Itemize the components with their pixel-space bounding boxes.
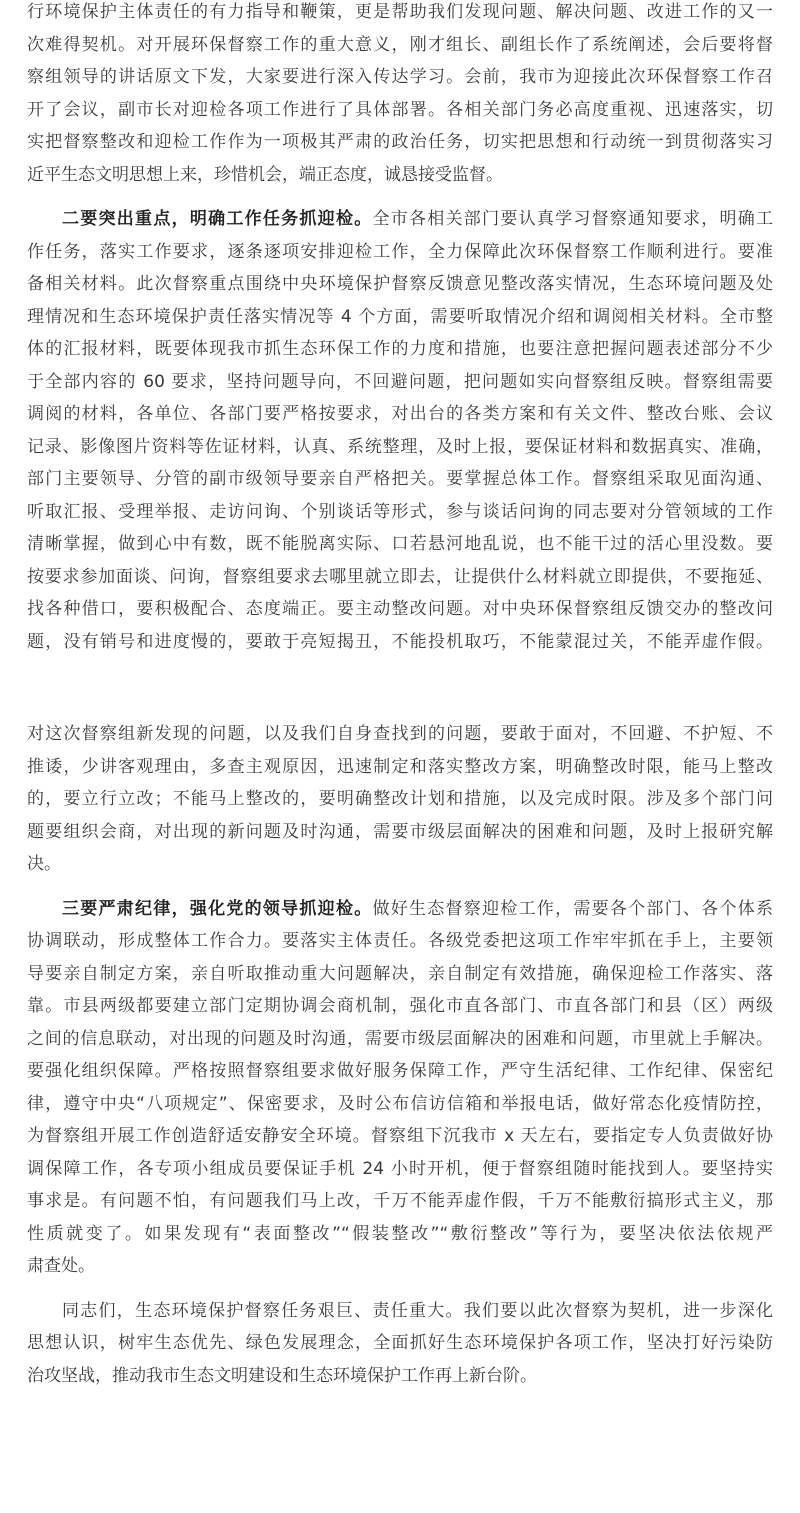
text-line: 体的汇报材料，既要体现我市抓生态环保工作的力度和措施，也要注意把握问题表述部分不少 — [27, 339, 773, 359]
text-line: 协调联动，形成整体工作合力。要落实主体责任。各级党委把这项工作牢牢抓在手上，主要领 — [27, 931, 773, 951]
text-line: 推诿，少讲客观理由，多查主观原因，迅速制定和落实整改方案，明确整改时限，能马上整改 — [27, 756, 773, 777]
text-line — [27, 203, 773, 236]
text-line: 备相关材料。此次督察重点围绕中央环境保护督察反馈意见整改落实情况，生态环境问题及处 — [27, 274, 773, 294]
text-line: 治攻坚战，推动我市生态文明建设和生态环境保护工作再上新台阶。 — [27, 1365, 537, 1386]
text-line: 听取汇报、受理举报、走访问询、个别谈话等形式，参与谈话问询的同志要对分管领域的工作 — [27, 501, 773, 522]
text-line — [27, 893, 773, 926]
text-line: 决。 — [27, 854, 61, 874]
text-line: 题，没有销号和进度慢的，要敢于亮短揭丑，不能投机取巧，不能蒙混过关，不能弄虚作假。 — [27, 631, 773, 652]
text-line: 思想认识，树牢生态优先、绿色发展理念，全面抓好生态环境保护各项工作，坚决打好污染防 — [27, 1333, 773, 1353]
text-line: 事求是。有问题不怕，有问题我们马上改，千万不能弄虚作假，千万不能敷衍搞形式主义，那 — [27, 1191, 773, 1211]
text-line: 清晰掌握，做到心中有数，既不能脱离实际、口若悬河地乱说，也不能干过的活心里没数。要 — [27, 534, 773, 554]
text-line: 之间的信息联动，对出现的问题及时沟通，需要市级层面解决的困难和问题，市里就上手解决。 — [27, 1028, 773, 1049]
text-line: 调保障工作，各专项小组成员要保证手机 24 小时开机，便于督察组随时能找到人。要坚持实 — [27, 1158, 773, 1179]
text-line: 次难得契机。对开展环保督察工作的重大意义，刚才组长、副组长作了系统阐述，会后要将督 — [27, 34, 773, 55]
text-line: 题要组织会商，对出现的新问题及时沟通，需要市级层面解决的困难和问题，及时上报研究解 — [27, 821, 773, 842]
text-line: 调阅的材料，各单位、各部门要严格按要求，对出台的各类方案和有关文件、整改台账、会议 — [27, 404, 773, 424]
text-line: 实把督察整改和迎检工作作为一项极其严肃的政治任务，切实把思想和行动统一到贯彻落实习 — [27, 132, 773, 152]
text-line: 找各种借口，要积极配合、态度端正。要主动整改问题。对中央环保督察组反馈交办的整改问 — [27, 599, 773, 619]
text-line: 开了会议，副市长对迎检各项工作进行了具体部署。各相关部门务必高度重视、迅速落实，切 — [27, 99, 773, 120]
paragraph-4 — [27, 893, 773, 1283]
text-line: 作任务，落实工作要求，逐条逐项安排迎检工作，全力保障此次环保督察工作顺利进行。要准 — [27, 241, 773, 262]
section-heading: 三要严肃纪律，强化党的领导抓迎检。 — [62, 898, 373, 919]
text-line: 的，要立行立改；不能马上整改的，要明确整改计划和措施，以及完成时限。涉及多个部门问 — [27, 789, 773, 809]
text-line: 对这次督察组新发现的问题，以及我们自身查找到的问题，要敢于面对，不回避、不护短、不 — [27, 724, 773, 744]
text-line: 察组领导的讲话原文下发，大家要进行深入传达学习。会前，我市为迎接此次环保督察工作召 — [27, 67, 773, 87]
text-line: 于全部内容的 60 要求，坚持问题导向，不回避问题，把问题如实向督察组反映。督察组需要 — [27, 371, 773, 392]
text-span: 全市各相关部门要认真学习督察通知要求，明确工 — [372, 209, 774, 229]
text-span: 做好生态督察迎检工作，需要各个部门、各个体系 — [372, 898, 774, 919]
text-line: 记录、影像图片资料等佐证材料，认真、系统整理，及时上报，要保证材料和数据真实、准确， — [27, 436, 773, 457]
section-heading: 二要突出重点，明确工作任务抓迎检。 — [62, 209, 373, 229]
paragraph-1 — [27, 0, 773, 191]
text-line: 理情况和生态环境保护责任落实情况等 4 个方面，需要听取情况介绍和调阅相关材料。全市整 — [27, 306, 773, 327]
text-line: 按要求参加面谈、问询，督察组要求去哪里就立即去，让提供什么材料就立即提供，不要拖延、 — [27, 566, 773, 587]
text-line: 部门主要领导、分管的副市级领导要亲自严格把关。要掌握总体工作。督察组采取见面沟通、 — [27, 469, 773, 489]
text-line: 要强化组织保障。严格按照督察组要求做好服务保障工作，严守生活纪律、工作纪律、保密纪 — [27, 1061, 773, 1081]
paragraph-5 — [27, 1295, 773, 1393]
text-line: 行环境保护主体责任的有力指导和鞭策，更是帮助我们发现问题、解决问题、改进工作的又一 — [27, 2, 773, 22]
text-line: 性质就变了。如果发现有“表面整改”“假装整改”“敷衍整改”等行为，要坚决依法依规严 — [27, 1223, 773, 1244]
text-line: 同志们，生态环境保护督察任务艰巨、责任重大。我们要以此次督察为契机，进一步深化 — [62, 1300, 773, 1321]
text-line: 律，遵守中央“八项规定”、保密要求，及时公布信访信箱和举报电话，做好常态化疫情防控， — [27, 1093, 773, 1114]
text-line: 近平生态文明思想上来，珍惜机会，端正态度，诚恳接受监督。 — [27, 164, 503, 185]
page-gap — [27, 670, 773, 718]
document-body — [27, 0, 773, 1404]
text-line: 靠。市县两级都要建立部门定期协调会商机制，强化市直各部门、市直各部门和县（区）两级 — [27, 996, 773, 1016]
text-line: 为督察组开展工作创造舒适安静安全环境。督察组下沉我市 x 天左右，要指定专人负责做好协 — [27, 1126, 773, 1146]
paragraph-2 — [27, 203, 773, 658]
text-line: 导要亲自制定方案，亲自听取推动重大问题解决，亲自制定有效措施，确保迎检工作落实、落 — [27, 963, 773, 984]
paragraph-3 — [27, 718, 773, 881]
text-line: 肃查处。 — [27, 1256, 95, 1276]
